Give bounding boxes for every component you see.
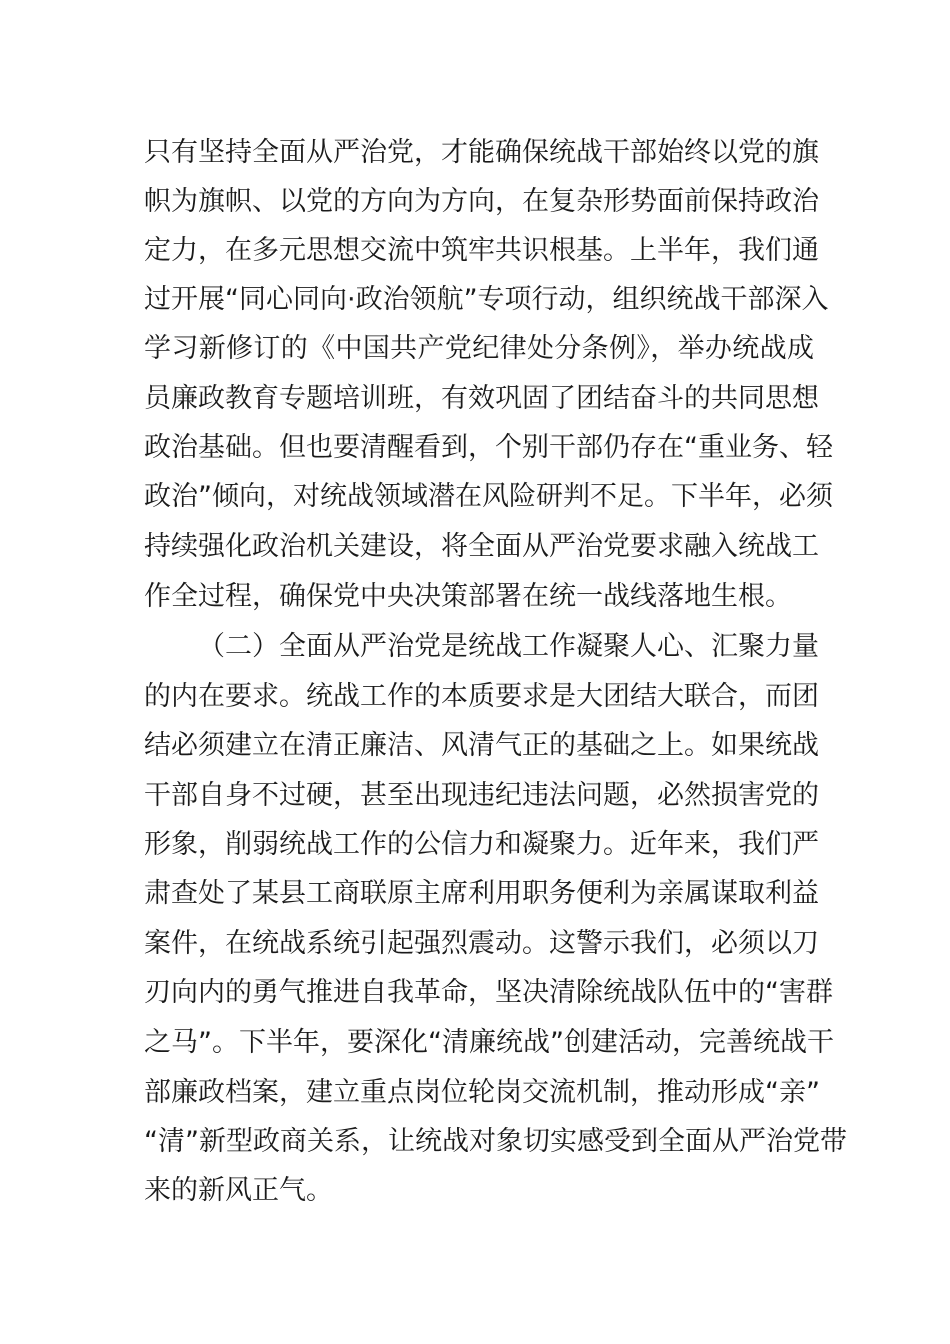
text-line: 刃向内的勇气推进自我革命，坚决清除统战队伍中的“害群 bbox=[144, 977, 833, 1008]
text-line: 形象，削弱统战工作的公信力和凝聚力。近年来，我们严 bbox=[144, 829, 819, 860]
text-line: 干部自身不过硬，甚至出现违纪违法问题，必然损害党的 bbox=[144, 780, 819, 811]
text-line: 定力，在多元思想交流中筑牢共识根基。上半年，我们通 bbox=[144, 235, 819, 266]
text-line: 部廉政档案，建立重点岗位轮岗交流机制，推动形成“亲” bbox=[144, 1077, 820, 1108]
text-line: 之马”。下半年，要深化“清廉统战”创建活动，完善统战干 bbox=[144, 1027, 834, 1058]
text-line: 来的新风正气。 bbox=[144, 1175, 333, 1206]
text-line: 作全过程，确保党中央决策部署在统一战线落地生根。 bbox=[144, 581, 792, 612]
text-line: 政治”倾向，对统战领域潜在风险研判不足。下半年，必须 bbox=[144, 481, 833, 512]
text-line: 帜为旗帜、以党的方向为方向，在复杂形势面前保持政治 bbox=[144, 186, 819, 217]
text-line: （二）全面从严治党是统战工作凝聚人心、汇聚力量 bbox=[198, 631, 819, 662]
text-line: 持续强化政治机关建设，将全面从严治党要求融入统战工 bbox=[144, 531, 819, 562]
text-line: “清”新型政商关系，让统战对象切实感受到全面从严治党带 bbox=[144, 1126, 847, 1157]
text-line: 的内在要求。统战工作的本质要求是大团结大联合，而团 bbox=[144, 681, 819, 712]
text-line: 结必须建立在清正廉洁、风清气正的基础之上。如果统战 bbox=[144, 730, 819, 761]
text-line: 政治基础。但也要清醒看到，个别干部仍存在“重业务、轻 bbox=[144, 432, 833, 463]
text-line: 肃查处了某县工商联原主席利用职务便利为亲属谋取利益 bbox=[144, 878, 819, 909]
text-line: 员廉政教育专题培训班，有效巩固了团结奋斗的共同思想 bbox=[144, 383, 819, 414]
text-line: 只有坚持全面从严治党，才能确保统战干部始终以党的旗 bbox=[144, 137, 819, 168]
text-line: 学习新修订的《中国共产党纪律处分条例》，举办统战成 bbox=[144, 333, 814, 364]
text-line: 案件，在统战系统引起强烈震动。这警示我们，必须以刀 bbox=[144, 928, 819, 959]
text-line: 过开展“同心同向·政治领航”专项行动，组织统战干部深入 bbox=[144, 284, 829, 315]
